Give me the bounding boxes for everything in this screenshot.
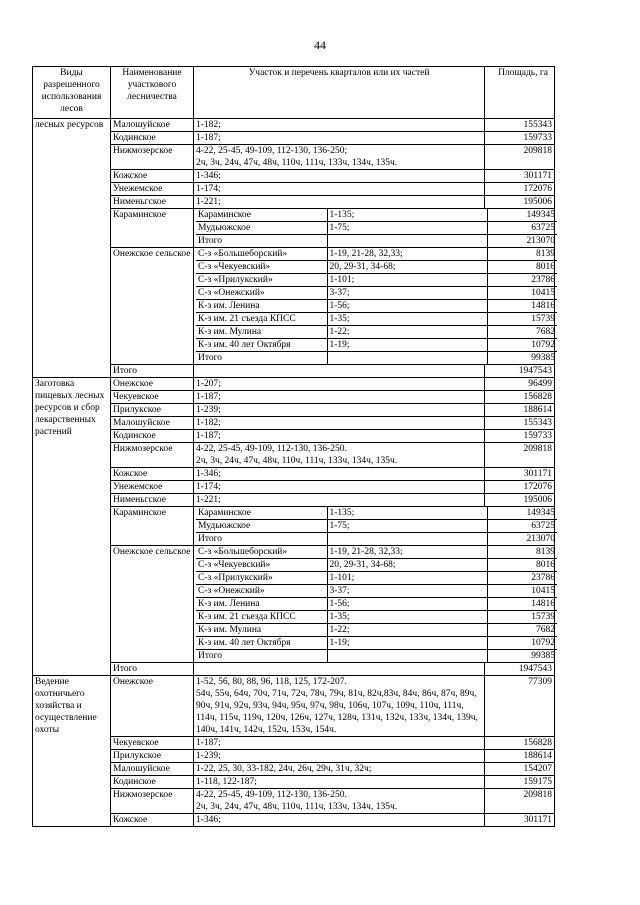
sub-unit: С-з «Большеборский» [196, 546, 327, 559]
forestry-name: Нименьгское [111, 494, 194, 507]
area-value: 301171 [485, 170, 555, 183]
total-label: Итого [111, 663, 194, 676]
area-value: 172076 [485, 481, 555, 494]
area-value: 159175 [485, 776, 555, 789]
plots-text: 1-221; [196, 495, 221, 505]
sub-quarters [327, 235, 487, 248]
forestry-name: Прилукское [111, 750, 194, 763]
table-row [33, 170, 555, 183]
total-empty [194, 365, 485, 378]
sub-quarters: 3-37; [327, 287, 487, 300]
sub-unit: К-з им. 21 съезда КПСС [196, 313, 327, 326]
subtable-row [196, 209, 557, 222]
plots-text: 1-174; [196, 482, 221, 492]
sub-unit: К-з им. 40 лет Октября [196, 339, 327, 352]
table-row [33, 546, 555, 663]
sub-quarters: 1-19; [327, 339, 487, 352]
sub-area: 63725 [487, 520, 557, 533]
forestry-name: Караминское [111, 507, 194, 546]
subtable-row [196, 222, 557, 235]
area-value: 301171 [485, 814, 555, 827]
area-value: 159733 [485, 430, 555, 443]
subtable-row [196, 650, 557, 663]
area-value: 301171 [485, 468, 555, 481]
sub-area: 14816 [487, 598, 557, 611]
forestry-name: Нижмозерское [111, 789, 194, 814]
area-value: 96499 [485, 378, 555, 391]
sub-area: 8139 [536, 249, 555, 259]
sub-area: 8016 [487, 261, 557, 274]
sub-area: 10792 [487, 339, 557, 352]
table-row [33, 750, 555, 763]
use-type-label: лесных ресурсов [33, 119, 111, 378]
sub-unit: С-з «Прилукский» [196, 274, 327, 287]
sub-unit: К-з им. Мулина [196, 624, 327, 637]
plots-cell [194, 750, 485, 763]
area-value: 154207 [485, 763, 555, 776]
forestry-name: Прилукское [111, 404, 194, 417]
sub-quarters: 1-75; [327, 520, 487, 533]
forestry-name: Унежемское [111, 481, 194, 494]
plots-cell [194, 676, 485, 737]
table-row [33, 481, 555, 494]
subtable-row [196, 559, 557, 572]
sub-area: 14816 [487, 300, 557, 313]
area-value: 188614 [485, 750, 555, 763]
sub-quarters: 1-19; [327, 637, 487, 650]
total-area: 1947543 [485, 663, 555, 676]
subtable [196, 507, 557, 545]
plots-text: 1-187; [196, 431, 221, 441]
forestry-name: Онежское [111, 378, 194, 391]
table-row [33, 507, 555, 546]
plots-text: 1-22, 25, 30, 33-182, 24ч, 26ч, 29ч, 31ч, 32ч; [196, 764, 372, 774]
plots-text-detail: 54ч, 55ч, 64ч, 70ч, 71ч, 72ч, 78ч, 79ч, 81ч, 82ч,83ч, 84ч, 86ч, 87ч, 89ч, 90ч, 91ч, 92ч, 93ч, 94ч, 95ч, 97ч, 98ч, 106ч, 107ч, 109ч, 110ч, 111ч, 114ч, 115ч, 119ч, 120ч, 126ч, 127ч, 128ч, 131ч, 132ч, 133ч, 134ч, 139ч, 140ч, 141ч, 142ч, 152ч, 153ч, 154ч. [196, 689, 478, 735]
plots-text: 1-52, 56, 80, 88, 96, 118, 125, 172-207. [196, 677, 347, 687]
subtable-row [196, 507, 557, 520]
sub-area: 10792 [487, 637, 557, 650]
total-row [33, 663, 555, 676]
header-forestry: Наименование участкового лесничества [111, 67, 194, 119]
forestry-name: Кожское [111, 468, 194, 481]
sub-area: 15739 [487, 611, 557, 624]
plots-text: 4-22, 25-45, 49-109, 112-130, 136-250. [196, 444, 347, 454]
subtable [196, 209, 557, 247]
plots-cell [194, 468, 485, 481]
sub-quarters: 1-35; [327, 611, 487, 624]
plots-cell [194, 391, 485, 404]
plots-cell [194, 443, 485, 468]
sub-unit: Итого [196, 352, 327, 365]
plots-text: 1-187; [196, 738, 221, 748]
sub-area: 8139 [536, 547, 555, 557]
table-row [33, 209, 555, 248]
sub-area: 99385 [487, 352, 557, 365]
table-body [33, 119, 555, 827]
subtable-row [196, 339, 557, 352]
area-value: 159733 [485, 132, 555, 145]
sub-unit: С-з «Большеборский» [196, 248, 327, 261]
sub-unit: Итого [196, 650, 327, 663]
forestry-name: Чекуевское [111, 737, 194, 750]
sub-quarters: 1-22; [327, 624, 487, 637]
total-row [33, 365, 555, 378]
use-type-label: Заготовка пищевых лесных ресурсов и сбор лекарственных растений [33, 378, 111, 676]
sub-area: 7682 [487, 326, 557, 339]
sub-area: 149345 [526, 210, 555, 220]
table-row [33, 417, 555, 430]
plots-cell [194, 494, 485, 507]
area-value: 77309 [485, 676, 555, 737]
area-value: 209818 [485, 145, 555, 170]
sub-unit: К-з им. 21 съезда КПСС [196, 611, 327, 624]
sub-area: 99385 [487, 650, 557, 663]
table-row [33, 814, 555, 827]
nested-cell [194, 546, 555, 663]
forestry-name: Кожское [111, 814, 194, 827]
table-header-row [33, 67, 555, 119]
sub-quarters: 1-19, 21-28, 32,33; [327, 248, 487, 261]
sub-area: 7682 [487, 624, 557, 637]
plots-text: 1-346; [196, 469, 221, 479]
plots-text: 1-182; [196, 418, 221, 428]
sub-quarters: 1-75; [327, 222, 487, 235]
subtable-row [196, 274, 557, 287]
nested-cell [194, 507, 555, 546]
plots-text: 1-174; [196, 184, 221, 194]
sub-unit: Итого [196, 533, 327, 546]
subtable-row [196, 287, 557, 300]
forestry-name: Малошуйское [111, 763, 194, 776]
subtable-row [196, 533, 557, 546]
nested-cell [194, 248, 555, 365]
plots-text: 4-22, 25-45, 49-109, 112-130, 136-250. [196, 790, 347, 800]
forestry-name: Караминское [111, 209, 194, 248]
table-row [33, 737, 555, 750]
sub-unit: Итого [196, 235, 327, 248]
sub-unit: Мудьюжское [196, 222, 327, 235]
plots-text-extra: 2ч, 3ч, 24ч, 47ч, 48ч, 110ч, 111ч, 133ч, 134ч, 135ч. [196, 456, 398, 466]
forestry-name: Кодинское [111, 776, 194, 789]
area-value: 156828 [485, 737, 555, 750]
use-type-label: Ведение охотничьего хозяйства и осуществление охоты [33, 676, 111, 827]
sub-quarters: 1-56; [327, 598, 487, 611]
plots-cell [194, 430, 485, 443]
sub-unit: С-з «Онежский» [196, 585, 327, 598]
sub-quarters: 1-56; [327, 300, 487, 313]
area-value: 209818 [485, 443, 555, 468]
subtable-row [196, 624, 557, 637]
plots-text: 1-346; [196, 815, 221, 825]
sub-unit: С-з «Прилукский» [196, 572, 327, 585]
plots-text: 4-22, 25-45, 49-109, 112-130, 136-250; [196, 146, 348, 156]
subtable [196, 248, 557, 364]
sub-unit: Мудьюжское [196, 520, 327, 533]
table-row [33, 183, 555, 196]
table-row [33, 430, 555, 443]
plots-text-extra: 2ч, 3ч, 24ч, 47ч, 48ч, 110ч, 111ч, 133ч, 134ч, 135ч. [196, 802, 398, 812]
forestry-name: Нижмозерское [111, 443, 194, 468]
sub-unit: С-з «Чекуевский» [196, 559, 327, 572]
subtable-row [196, 598, 557, 611]
table-row [33, 676, 555, 737]
sub-quarters: 1-101; [327, 572, 487, 585]
forest-use-table [32, 66, 555, 827]
subtable-row [196, 611, 557, 624]
plots-cell [194, 196, 485, 209]
plots-cell [194, 763, 485, 776]
plots-text: 1-239; [196, 751, 221, 761]
sub-quarters: 3-37; [327, 585, 487, 598]
plots-cell [194, 145, 485, 170]
plots-cell [194, 170, 485, 183]
subtable-row [196, 261, 557, 274]
sub-quarters [327, 533, 487, 546]
area-value: 155343 [485, 119, 555, 132]
plots-text: 1-187; [196, 392, 221, 402]
table-row [33, 468, 555, 481]
subtable-row [196, 313, 557, 326]
subtable-row [196, 300, 557, 313]
subtable [196, 546, 557, 662]
header-area: Площадь, га [485, 67, 555, 119]
area-value: 172076 [485, 183, 555, 196]
plots-text: 1-118, 122-187; [196, 777, 257, 787]
total-area: 1947543 [485, 365, 555, 378]
plots-cell [194, 119, 485, 132]
sub-quarters: 1-22; [327, 326, 487, 339]
table-row [33, 378, 555, 391]
sub-area: 10415 [487, 287, 557, 300]
sub-quarters: 1-135; [327, 209, 487, 222]
forestry-name: Онежское сельское [111, 546, 194, 663]
table-row [33, 248, 555, 365]
table-row [33, 391, 555, 404]
subtable-row [196, 520, 557, 533]
forestry-name: Чекуевское [111, 391, 194, 404]
area-value: 209818 [485, 789, 555, 814]
subtable-row [196, 637, 557, 650]
sub-area: 213070 [487, 533, 557, 546]
subtable-row [196, 352, 557, 365]
subtable-row [196, 248, 557, 261]
sub-quarters: 1-135; [327, 507, 487, 520]
page-number: 44 [314, 38, 326, 52]
area-value: 156828 [485, 391, 555, 404]
subtable-row [196, 326, 557, 339]
sub-unit: С-з «Онежский» [196, 287, 327, 300]
plots-text: 1-239; [196, 405, 221, 415]
plots-text: 1-346; [196, 171, 221, 181]
plots-text: 1-182; [196, 120, 221, 130]
plots-text: 1-221; [196, 197, 221, 207]
subtable-row [196, 585, 557, 598]
plots-text-extra: 2ч, 3ч, 24ч, 47ч, 48ч, 110ч, 111ч, 133ч, 134ч, 135ч. [196, 158, 398, 168]
forestry-name: Малошуйское [111, 417, 194, 430]
forestry-name: Кодинское [111, 430, 194, 443]
table-row [33, 132, 555, 145]
plots-cell [194, 132, 485, 145]
sub-quarters: 1-35; [327, 313, 487, 326]
sub-quarters [327, 650, 487, 663]
sub-area: 213070 [487, 235, 557, 248]
table-row [33, 443, 555, 468]
area-value: 195006 [485, 196, 555, 209]
table-row [33, 494, 555, 507]
area-value: 155343 [485, 417, 555, 430]
sub-area: 23786 [487, 572, 557, 585]
table-row [33, 789, 555, 814]
forestry-name: Кодинское [111, 132, 194, 145]
sub-area: 23786 [487, 274, 557, 287]
sub-quarters: 1-101; [327, 274, 487, 287]
area-value: 195006 [485, 494, 555, 507]
table-row [33, 119, 555, 132]
sub-unit: Караминское [196, 209, 327, 222]
area-value: 188614 [485, 404, 555, 417]
subtable-row [196, 235, 557, 248]
subtable-row [196, 546, 557, 559]
table-row [33, 404, 555, 417]
nested-cell [194, 209, 555, 248]
total-empty [194, 663, 485, 676]
plots-cell [194, 776, 485, 789]
sub-area: 149345 [526, 508, 555, 518]
plots-cell [194, 789, 485, 814]
table-row [33, 196, 555, 209]
sub-unit: К-з им. Ленина [196, 598, 327, 611]
sub-quarters [327, 352, 487, 365]
forestry-name: Малошуйское [111, 119, 194, 132]
sub-unit: К-з им. 40 лет Октября [196, 637, 327, 650]
sub-area: 15739 [487, 313, 557, 326]
forestry-name: Унежемское [111, 183, 194, 196]
sub-area: 10415 [487, 585, 557, 598]
sub-quarters: 20, 29-31, 34-68; [327, 261, 487, 274]
total-label: Итого [111, 365, 194, 378]
table-row [33, 763, 555, 776]
forestry-name: Онежское сельское [111, 248, 194, 365]
plots-cell [194, 737, 485, 750]
sub-quarters: 20, 29-31, 34-68; [327, 559, 487, 572]
plots-cell [194, 481, 485, 494]
plots-cell [194, 183, 485, 196]
sub-area: 63725 [487, 222, 557, 235]
subtable-row [196, 572, 557, 585]
plots-cell [194, 814, 485, 827]
sub-area: 8016 [487, 559, 557, 572]
sub-unit: Караминское [196, 507, 327, 520]
table-row [33, 776, 555, 789]
sub-unit: К-з им. Ленина [196, 300, 327, 313]
plots-cell [194, 417, 485, 430]
forestry-name: Кожское [111, 170, 194, 183]
sub-unit: К-з им. Мулина [196, 326, 327, 339]
table-row [33, 145, 555, 170]
forestry-name: Нижмозерское [111, 145, 194, 170]
plots-text: 1-187; [196, 133, 221, 143]
forestry-name: Онежское [111, 676, 194, 737]
plots-cell [194, 404, 485, 417]
header-use-type: Виды разрешенного использования лесов [33, 67, 111, 119]
sub-unit: С-з «Чекуевский» [196, 261, 327, 274]
header-plots: Участок и перечень кварталов или их частей [194, 67, 485, 119]
plots-cell [194, 378, 485, 391]
forestry-name: Нименьгское [111, 196, 194, 209]
plots-text: 1-207; [196, 379, 221, 389]
sub-quarters: 1-19, 21-28, 32,33; [327, 546, 487, 559]
